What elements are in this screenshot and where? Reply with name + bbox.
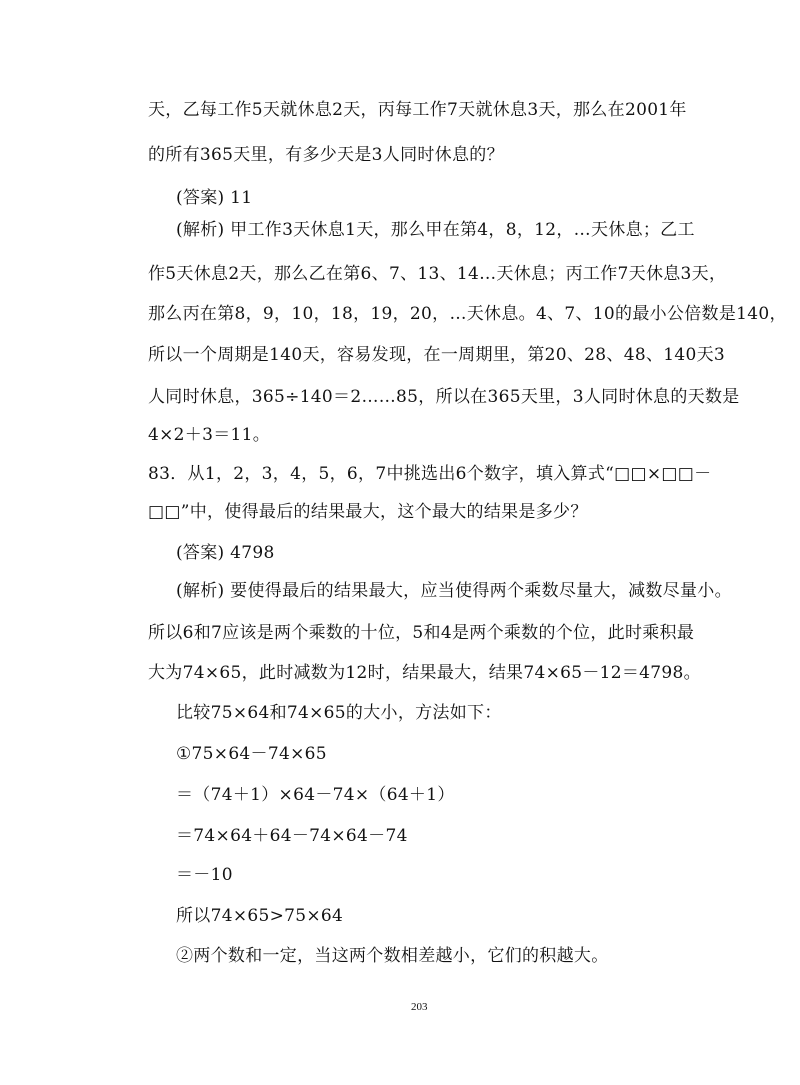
equation-line: ＝74×64＋64－74×64－74 <box>176 826 408 846</box>
page-number: 203 <box>411 1001 428 1013</box>
analysis-text: (解析) 要使得最后的结果最大，应当使得两个乘数尽量大，减数尽量小。 <box>176 581 732 601</box>
text-line: 比较75×64和74×65的大小，方法如下： <box>176 703 502 723</box>
equation-line: ＝－10 <box>176 865 233 885</box>
problem-83: 83．从1，2，3，4，5，6，7中挑选出6个数字，填入算式“□□×□□－ <box>148 464 712 484</box>
equation-line: ①75×64－74×65 <box>176 744 327 764</box>
analysis-text: (解析) 甲工作3天休息1天，那么甲在第4，8，12，…天休息；乙工 <box>176 220 695 240</box>
text-line: 那么丙在第8，9，10，18，19，20，…天休息。4、7、10的最小公倍数是140， <box>148 304 787 324</box>
text-line: 所以一个周期是140天，容易发现，在一周期里，第20、28、48、140天3 <box>148 345 726 365</box>
answer-label: (答案) 4798 <box>176 543 275 563</box>
text-line: 所以74×65>75×64 <box>176 906 344 926</box>
text-line: 天，乙每工作5天就休息2天，丙每工作7天就休息3天，那么在2001年 <box>148 100 687 120</box>
text-line: 的所有365天里，有多少天是3人同时休息的？ <box>148 145 504 165</box>
text-line: 大为74×65，此时减数为12时，结果最大，结果74×65－12＝4798。 <box>148 663 701 683</box>
text-line: 作5天休息2天，那么乙在第6、7、13、14…天休息；丙工作7天休息3天， <box>148 264 727 284</box>
answer-label: (答案) 11 <box>176 188 253 208</box>
text-line: □□”中，使得最后的结果最大，这个最大的结果是多少？ <box>148 502 588 522</box>
text-line: ②两个数和一定，当这两个数相差越小，它们的积越大。 <box>176 946 609 966</box>
text-line: 人同时休息，365÷140＝2……85，所以在365天里，3人同时休息的天数是 <box>148 387 740 407</box>
text-line: 4×2＋3＝11。 <box>148 425 271 445</box>
equation-line: ＝（74＋1）×64－74×（64＋1） <box>176 785 455 805</box>
text-line: 所以6和7应该是两个乘数的十位，5和4是两个乘数的个位，此时乘积最 <box>148 623 695 643</box>
